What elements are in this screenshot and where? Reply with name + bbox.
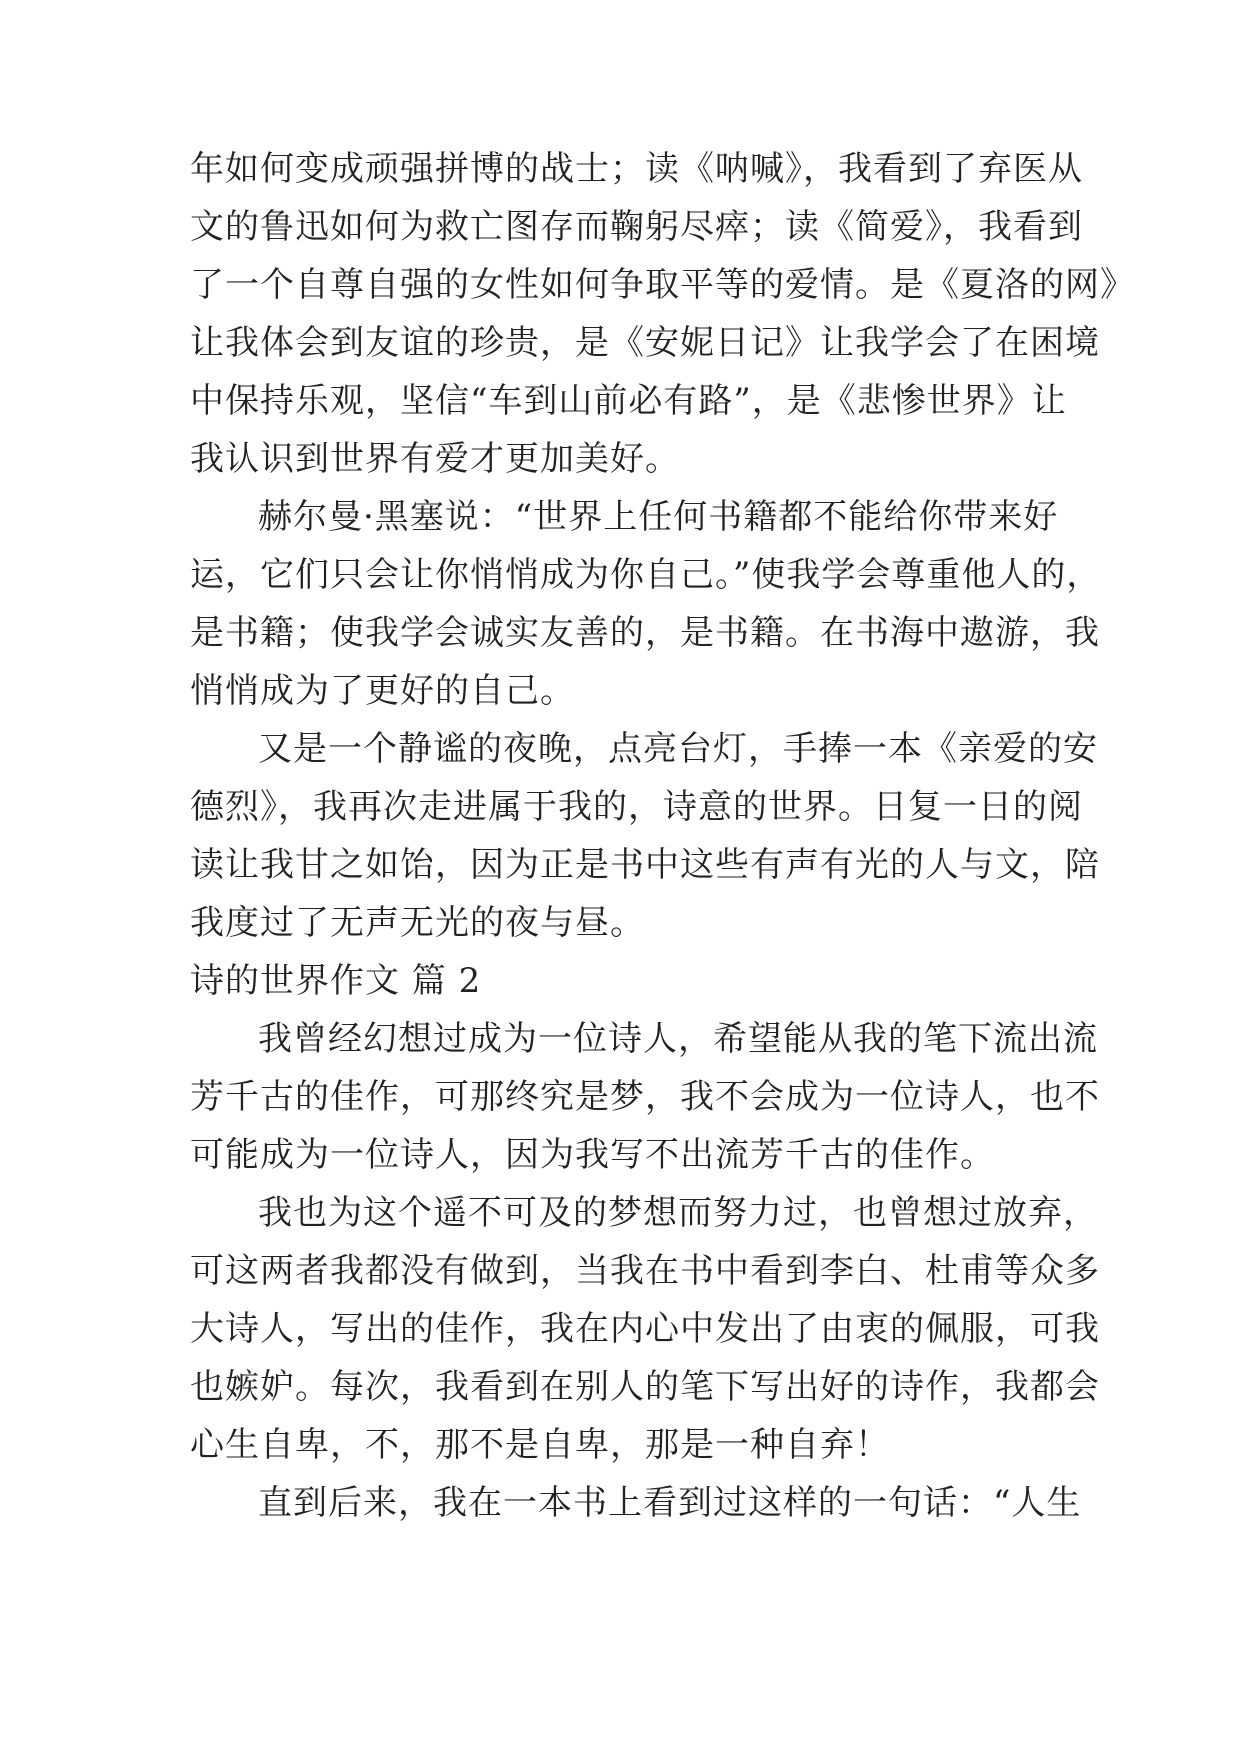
- paragraph-line: 直到后来，我在一本书上看到过这样的一句话：“人生: [258, 1483, 1082, 1523]
- section-heading: 诗的世界作文 篇 2: [190, 961, 482, 1001]
- paragraph-line: 可这两者我都没有做到，当我在书中看到李白、杜甫等众多: [190, 1251, 1100, 1291]
- paragraph-line: 我度过了无声无光的夜与昼。: [190, 903, 645, 943]
- paragraph-line: 大诗人，写出的佳作，我在内心中发出了由衷的佩服，可我: [190, 1309, 1100, 1349]
- paragraph-line: 心生自卑，不，那不是自卑，那是一种自弃！: [190, 1425, 890, 1465]
- paragraph-line: 中保持乐观，坚信“车到山前必有路”，是《悲惨世界》让: [190, 381, 1067, 421]
- paragraph-line: 德烈》，我再次走进属于我的，诗意的世界。日复一日的阅: [190, 787, 1083, 827]
- paragraph-line: 年如何变成顽强拼博的战士；读《呐喊》，我看到了弃医从: [190, 149, 1083, 189]
- paragraph-line: 芳千古的佳作，可那终究是梦，我不会成为一位诗人，也不: [190, 1077, 1100, 1117]
- paragraph-line: 了一个自尊自强的女性如何争取平等的爱情。是《夏洛的网》: [190, 265, 1135, 305]
- paragraph-line: 文的鲁迅如何为救亡图存而鞠躬尽瘁；读《简爱》，我看到: [190, 207, 1083, 247]
- paragraph-line: 读让我甘之如饴，因为正是书中这些有声有光的人与文，陪: [190, 845, 1100, 885]
- paragraph-line: 让我体会到友谊的珍贵，是《安妮日记》让我学会了在困境: [190, 323, 1100, 363]
- paragraph-line: 可能成为一位诗人，因为我写不出流芳千古的佳作。: [190, 1135, 995, 1175]
- paragraph-line: 我也为这个遥不可及的梦想而努力过，也曾想过放弃，: [258, 1193, 1098, 1233]
- paragraph-line: 运，它们只会让你悄悄成为你自己。”使我学会尊重他人的，: [190, 555, 1102, 595]
- paragraph-line: 赫尔曼·黑塞说：“世界上任何书籍都不能给你带来好: [258, 497, 1059, 537]
- paragraph-line: 悄悄成为了更好的自己。: [190, 671, 575, 711]
- paragraph-line: 又是一个静谧的夜晚，点亮台灯，手捧一本《亲爱的安: [258, 729, 1098, 769]
- paragraph-line: 我曾经幻想过成为一位诗人，希望能从我的笔下流出流: [258, 1019, 1098, 1059]
- paragraph-line: 是书籍；使我学会诚实友善的，是书籍。在书海中遨游，我: [190, 613, 1100, 653]
- paragraph-line: 我认识到世界有爱才更加美好。: [190, 439, 680, 479]
- paragraph-line: 也嫉妒。每次，我看到在别人的笔下写出好的诗作，我都会: [190, 1367, 1100, 1407]
